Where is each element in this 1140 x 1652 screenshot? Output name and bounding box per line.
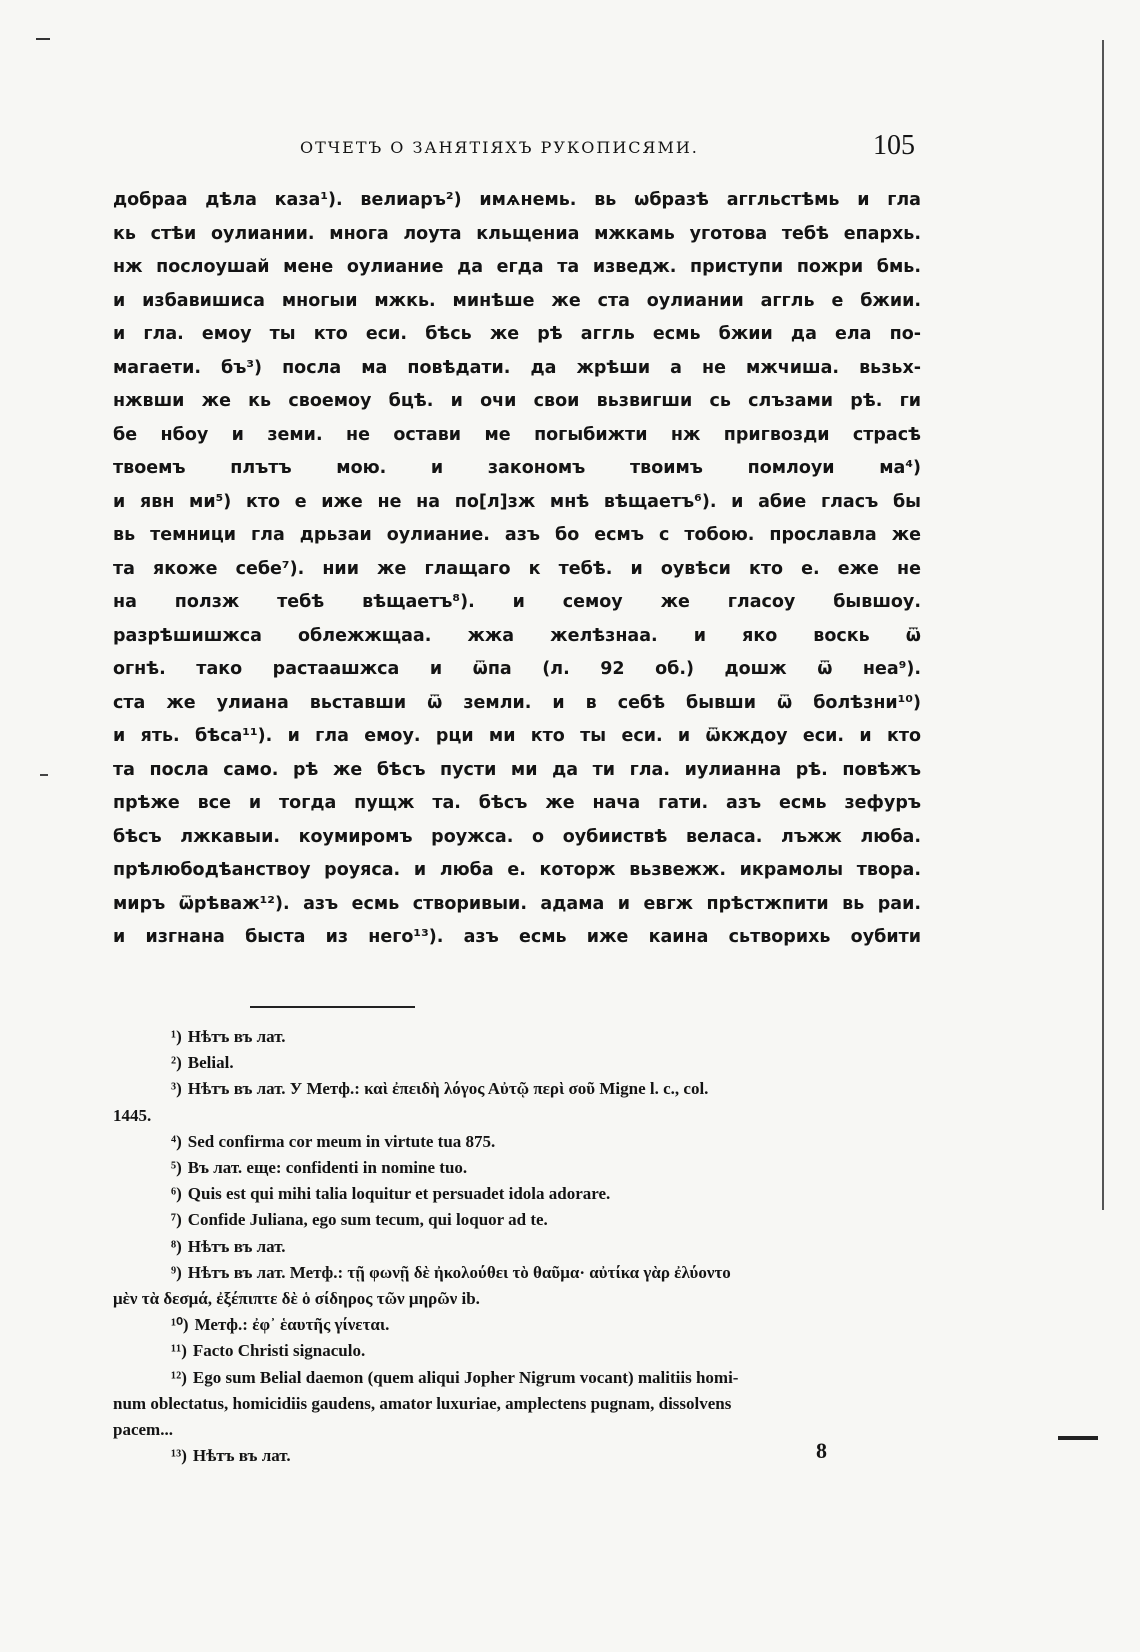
footnote-text: Belial. — [187, 1053, 234, 1073]
text-line: та посла само. рѣ же бѣсъ пусти ми да ти гла. иулианна рѣ. повѣжъ — [113, 759, 921, 780]
footnote — [113, 1050, 921, 1076]
footnote-marker: ¹²) — [171, 1367, 187, 1387]
footnote — [113, 1129, 921, 1155]
text-line: бе нбоу и земи. не остави ме погыбижти нж пригвозди страсѣ — [113, 424, 921, 445]
text-line: ста же улиана вьставши ѿ земли. и в себѣ бывши ѿ болѣзни¹⁰) — [113, 692, 921, 713]
margin-dash — [40, 774, 48, 776]
footnote-text: μὲν τὰ δεσμά, ἐξέπιπτε δὲ ὁ σίδηρος τῶν μηρῶν ib. — [113, 1289, 480, 1309]
footnote — [113, 1076, 921, 1102]
text-line: разрѣшишжса облежжщаа. жжа желѣзнаа. и яко воскь ѿ — [113, 625, 921, 646]
footnote-text: Quis est qui mihi talia loquitur et persuadet idola adorare. — [187, 1184, 611, 1204]
footnote — [113, 1417, 921, 1443]
text-line: огнѣ. тако растаашжса и ѿпа (л. 92 об.) дошж ѿ неа⁹). — [113, 659, 921, 679]
footnote-marker: ¹) — [171, 1027, 182, 1046]
footnote-marker: ⁴) — [171, 1131, 182, 1151]
footnote-marker: ²) — [171, 1053, 182, 1073]
footnote-text: Метф.: ἐφ᾽ ἑαυτῆς γίνεται. — [194, 1315, 390, 1335]
footnote-marker: ¹³) — [171, 1446, 187, 1466]
footnote-marker: ⁷) — [171, 1210, 182, 1230]
footnote-text: Sed confirma cor meum in virtute tua 875. — [187, 1131, 496, 1151]
text-line: прѣлюбодѣанствоу роуяса. и люба е. которж вьзвежж. икрамолы твора. — [113, 860, 921, 880]
text-line: добраа дѣла каза¹). велиаръ²) имѧнемь. вь ѡбразѣ аггльстѣмь и гла — [113, 190, 921, 210]
text-line: и изгнана быста из него¹³). азъ есмь иже каина сьтворихь оубити — [113, 927, 921, 947]
footnote-marker: ⁵) — [171, 1158, 182, 1178]
text-line: и ять. бѣса¹¹). и гла емоу. рци ми кто ты еси. и ѿкждоу еси. и кто — [113, 726, 921, 746]
footnote — [113, 1312, 921, 1338]
margin-mark — [1058, 1436, 1098, 1440]
main-text-block — [113, 184, 921, 955]
text-line: на ползж тебѣ вѣщаетъ⁸). и семоу же гласоу бывшоу. — [113, 592, 921, 612]
signature-mark: 8 — [816, 1438, 827, 1463]
text-line: кь стѣи оулиании. многа лоута кльщениа мжкамь уготова тебѣ епархь. — [113, 223, 921, 244]
page-header — [115, 128, 915, 168]
footnote-text: Нѣтъ въ лат. — [187, 1027, 286, 1046]
footnote-text: Нѣтъ въ лат. У Метф.: καὶ ἐπειδὴ λόγος Αὐτῷ περὶ σοῦ Migne l. c., col. — [187, 1079, 709, 1099]
text-line: и явн ми⁵) кто е иже не на по[л]зж мнѣ вѣщаетъ⁶). и абие гласъ бы — [113, 491, 921, 512]
footnote-text: Ego sum Belial daemon (quem aliqui Jopher Nigrum vocant) malitiis homi- — [192, 1367, 739, 1387]
footnote — [113, 1286, 921, 1312]
footnote-marker: ⁹) — [171, 1262, 182, 1282]
footnote — [113, 1181, 921, 1207]
text-line: нж послоушай мене оулиание да егда та изведж. приступи пожри бмь. — [113, 257, 921, 277]
footnote-separator — [250, 1006, 415, 1008]
text-line: бѣсъ лжкавыи. коумиромъ роужса. о оубииствѣ веласа. лъжж люба. — [113, 826, 921, 847]
footnote — [113, 1024, 921, 1050]
footnote — [113, 1338, 921, 1364]
footnote-text: Нѣтъ въ лат. — [192, 1446, 291, 1466]
text-line: твоемъ плътъ мою. и закономъ твоимъ помлоуи ма⁴) — [113, 458, 921, 478]
footnote-text: Confide Juliana, ego sum tecum, qui loquor ad te. — [187, 1210, 548, 1230]
text-line: прѣже все и тогда пущж та. бѣсъ же нача гати. азъ есмь зефуръ — [113, 793, 921, 813]
footnote-marker: ⁸) — [171, 1236, 182, 1256]
footnote-text: num oblectatus, homicidiis gaudens, amator luxuriae, amplectens pugnam, dissolvens — [113, 1393, 732, 1413]
text-line: и гла. емоу ты кто еси. бѣсь же рѣ аггль есмь бжии да ела по- — [113, 324, 921, 344]
footnote-marker: ¹¹) — [171, 1341, 187, 1361]
footnotes-block — [113, 1024, 921, 1469]
footnote-text: 1445. — [113, 1105, 152, 1125]
page-edge-line — [1102, 40, 1104, 1210]
text-line: та якоже себе⁷). нии же глащаго к тебѣ. и оувѣси кто е. еже не — [113, 558, 921, 579]
footnote-marker: ¹⁰) — [171, 1315, 189, 1335]
footnote — [113, 1260, 921, 1286]
footnote — [113, 1391, 921, 1417]
running-title: ОТЧЕТЪ О ЗАНЯТІЯХЪ РУКОПИСЯМИ. — [300, 138, 699, 157]
text-line: миръ ѿрѣваж¹²). азъ есмь створивыи. адама и евгж прѣстжпити вь раи. — [113, 893, 921, 914]
footnote-marker: ³) — [171, 1079, 182, 1099]
footnote — [113, 1443, 921, 1469]
footnote-text: Facto Christi signaculo. — [192, 1341, 366, 1361]
footnote — [113, 1365, 921, 1391]
footnote-text: pacem... — [113, 1420, 173, 1440]
text-line: и избавишиса многыи мжкь. минѣше же ста оулиании аггль е бжии. — [113, 290, 921, 311]
footnote-text: Нѣтъ въ лат. — [187, 1236, 286, 1256]
footnote — [113, 1207, 921, 1233]
corner-crop-mark — [36, 38, 50, 40]
footnote — [113, 1155, 921, 1181]
footnote — [113, 1103, 921, 1129]
footnote-text: Въ лат. еще: confidenti in nomine tuo. — [187, 1158, 468, 1178]
footnote-marker: ⁶) — [171, 1184, 182, 1204]
footnote — [113, 1234, 921, 1260]
footnote-text: Нѣтъ въ лат. Метф.: τῇ φωνῇ δὲ ἠκολούθει τὸ θαῦμα· αὐτίκα γὰρ ἐλύοντο — [187, 1262, 731, 1282]
text-line: вь темници гла дрьзаи оулиание. азъ бо есмъ с тобою. прославла же — [113, 525, 921, 545]
text-line: магаети. бъ³) посла ма повѣдати. да жрѣши а не мжчиша. вьзьх- — [113, 357, 921, 378]
page-number: 105 — [873, 130, 915, 161]
text-line: нжвши же кь своемоу бцѣ. и очи свои вьзвигши сь слъзами рѣ. ги — [113, 391, 921, 411]
